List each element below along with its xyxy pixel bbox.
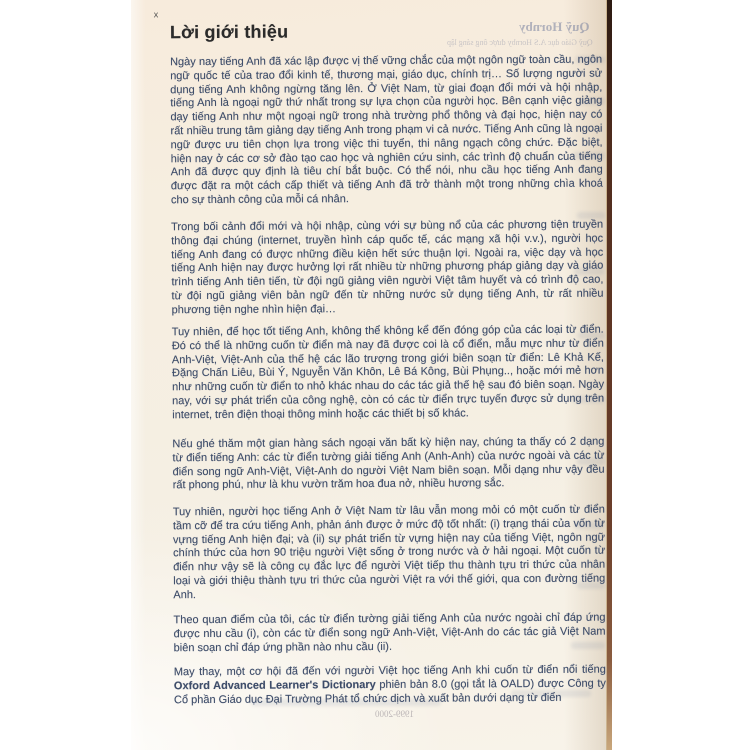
final-paragraph-pre: May thay, một cơ hội đã đến với người Việt học tiếng Anh khi cuốn từ điển nổi tiếng <box>173 663 606 679</box>
text-column <box>129 0 615 750</box>
page-title: Lời giới thiệu <box>169 21 289 43</box>
paragraph-5: Tuy nhiên, người học tiếng Anh ở Việt Nam từ lâu vẫn mong mỏi có một cuốn từ điển tầm cỡ để tra cứu tiếng Anh, phản ánh được ở mức độ tốt nhất: (i) trạng thái của vốn từ vựng tiếng Anh hiện đại; và (ii) sự phát triển từ vựng hiện nay của tiếng Việt, ngôn ngữ chính thức của hơn 90 triệu người Việt sống ở trong nước và ở hải ngoại. Một cuốn từ điển như vậy sẽ là công cụ đắc lực để người Việt tiếp thu thành tựu tri thức của nhân loại và giới thiệu thành tựu tri thức của người Việt ra với thế giới, qua con đường tiếng Anh. <box>172 503 606 601</box>
final-paragraph-post: phiên bản 8.0 (gọi tắt là OALD) được Công ty Cổ phần Giáo dục Đại Trường Phát tổ chức dịch và xuất bản dưới dạng từ điển <box>173 677 606 706</box>
bleedthrough-years: 1999-2000 <box>375 709 414 719</box>
paragraph-3: Tuy nhiên, để học tốt tiếng Anh, không thể không kể đến đóng góp của các loại từ điển. Đó có thể là những cuốn từ điển mà nay đã được coi là cổ điển, mẫu mực như từ điển Anh-Việt, Việt-Anh của thế hệ các lão trượng trong giới biên soạn từ điển: Lê Khả Kế, Đặng Chấn Liêu, Bùi Ý, Nguyễn Văn Khôn, Lê Bá Kông, Bùi Phụng.., hoặc mới mẻ hơn như những cuốn từ điển to nhỏ khác nhau do các tác giả thế hệ sau đó biên soạn. Ngày nay, với sự phát triển của công nghệ, còn có các từ điển trực tuyến được sử dụng trên internet, trên điện thoại thông minh hoặc các thiết bị số khác. <box>171 323 605 421</box>
final-paragraph <box>174 664 606 708</box>
paragraph-2: Trong bối cảnh đổi mới và hội nhập, cùng với sự bùng nổ của các phương tiện truyền thông đại chúng (internet, truyền hình cáp quốc tế, các mạng xã hội v.v.), người học tiếng Anh đang có được những điều kiện hết sức thuận lợi. Ngoài ra, việc dạy và học tiếng Anh hiện nay được hưởng lợi rất nhiều từ những phương pháp giảng dạy và giáo trình tiếng Anh tiên tiến, từ đội ngũ giảng viên người Việt tâm huyết và có trình độ cao, từ đội ngũ giảng viên bản ngữ đến từ những nước sử dụng tiếng Anh, từ rất nhiều phương tiện nghe nhìn hiện đại… <box>171 218 604 317</box>
paragraph-4: Nếu ghé thăm một gian hàng sách ngoại văn bất kỳ hiện nay, chúng ta thấy có 2 dạng từ điển tiếng Anh: các từ điển tường giải tiếng Anh (Anh-Anh) của nước ngoài và các từ điển song ngữ Anh-Việt, Việt-Anh do người Việt Nam biên soạn. Mỗi dạng như vậy đều rất phong phú, như là khu vườn trăm hoa đua nở, nhiều hương sắc. <box>172 435 605 492</box>
page-edge-line <box>607 0 612 750</box>
book-page <box>131 0 612 750</box>
paragraph-1: Ngày nay tiếng Anh đã xác lập được vị thế vững chắc của một ngôn ngữ toàn cầu, ngôn ngữ quốc tế của trao đổi kinh tế, thương mại, giáo dục, chính trị… Số lượng người sử dụng tiếng Anh không ngừng tăng lên. Ở Việt Nam, từ giai đoạn đổi mới và hội nhập, tiếng Anh là ngoại ngữ thứ nhất trong sự lựa chọn của người học. Bên cạnh việc giảng dạy tiếng Anh như một ngoại ngữ trong nhà trường phổ thông và đại học, hiện nay có rất nhiều trung tâm giảng dạy tiếng Anh trong phạm vi cả nước. Tiếng Anh cũng là ngoại ngữ được ưu tiên chọn lựa trong việc thi tuyển, thi nâng ngạch công chức. Đặc biệt, hiện nay ở các cơ sở đào tạo cao học và nghiên cứu sinh, các trình độ chuẩn của tiếng Anh đã được quy định là tiêu chí bắt buộc. Có thể nói, nhu cầu học tiếng Anh đang được đặt ra một cách cấp thiết và tiếng Anh đã trở thành một trong những chìa khoá cho sự thành công của mỗi cá nhân. <box>170 53 603 207</box>
bleedthrough-header-line: Quỹ Giáo dục A.S Hornby được ông sáng lập <box>447 38 593 47</box>
dictionary-title: Oxford Advanced Learner's Dictionary <box>173 678 376 693</box>
paragraph-6: Theo quan điểm của tôi, các từ điển tường giải tiếng Anh của nước ngoài chỉ đáp ứng được nhu cầu (i), còn các từ điển song ngữ Anh-Việt, Việt-Anh do các tác giả Việt Nam biên soạn chỉ đáp ứng phần nào nhu cầu (ii). <box>173 611 606 654</box>
bleedthrough-header-title: Quỹ Hornby <box>519 19 590 34</box>
page-number: x <box>153 9 159 20</box>
